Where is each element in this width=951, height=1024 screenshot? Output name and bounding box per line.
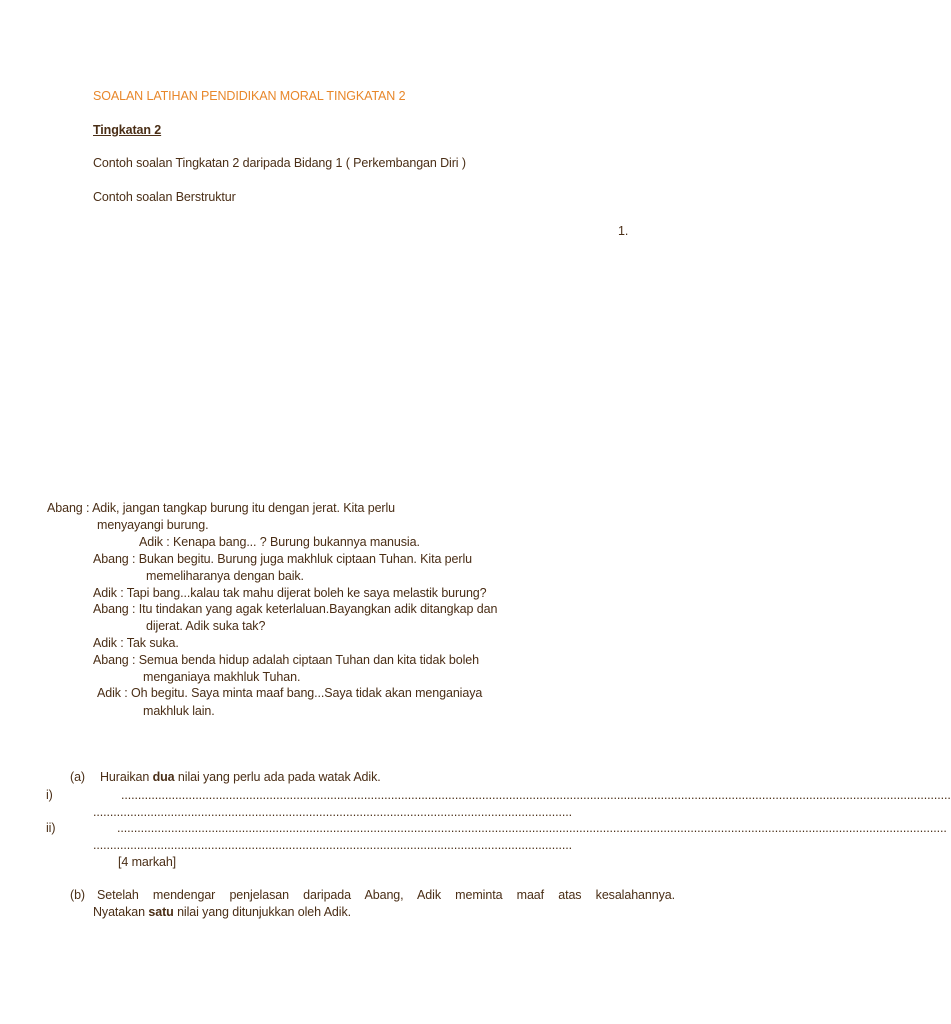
dialogue-line: Abang : Itu tindakan yang agak keterlaluan.Bayangkan adik ditangkap dan (93, 602, 498, 616)
part-b-line1: Setelah mendengar penjelasan daripada Abang, Adik meminta maaf atas kesalahannya. (97, 888, 675, 902)
subheading: Tingkatan 2 (93, 123, 162, 137)
question-number: 1. (618, 224, 629, 238)
dialogue-line: dijerat. Adik suka tak? (146, 619, 266, 633)
part-a-label: (a) (70, 770, 85, 784)
answer-line-ii-cont[interactable]: .............................................................................................................................................. (93, 838, 572, 852)
part-b-label: (b) (70, 888, 85, 902)
page-heading: SOALAN LATIHAN PENDIDIKAN MORAL TINGKATAN 2 (93, 89, 406, 103)
dialogue-line: Adik : Tak suka. (93, 636, 179, 650)
dialogue-line: menyayangi burung. (97, 518, 209, 532)
dialogue-line: makhluk lain. (143, 704, 215, 718)
answer-line-i[interactable]: ...................................................................................................................................................................................................................................................... (121, 788, 951, 802)
dialogue-line: Adik : Oh begitu. Saya minta maaf bang...Saya tidak akan menganiaya (97, 686, 483, 700)
question-type-line: Contoh soalan Berstruktur (93, 190, 236, 204)
item-i-label: i) (46, 788, 53, 802)
item-ii-label: ii) (46, 821, 56, 835)
part-b-line2: Nyatakan satu nilai yang ditunjukkan oleh Adik. (93, 905, 351, 919)
intro-line: Contoh soalan Tingkatan 2 daripada Bidang 1 ( Perkembangan Diri ) (93, 156, 466, 170)
dialogue-line: Abang : Bukan begitu. Burung juga makhluk ciptaan Tuhan. Kita perlu (93, 552, 472, 566)
part-a-question: Huraikan dua nilai yang perlu ada pada watak Adik. (100, 770, 381, 784)
marks: [4 markah] (118, 855, 177, 869)
answer-line-i-cont[interactable]: .............................................................................................................................................. (93, 805, 572, 819)
dialogue-line: memeliharanya dengan baik. (146, 569, 304, 583)
dialogue-line: menganiaya makhluk Tuhan. (143, 670, 301, 684)
dialogue-line: Adik : Kenapa bang... ? Burung bukannya manusia. (139, 535, 420, 549)
dialogue-line: Abang : Adik, jangan tangkap burung itu dengan jerat. Kita perlu (47, 501, 396, 515)
answer-line-ii[interactable]: ...................................................................................................................................................................................................................................................... (117, 821, 947, 835)
dialogue-line: Abang : Semua benda hidup adalah ciptaan Tuhan dan kita tidak boleh (93, 653, 479, 667)
dialogue-line: Adik : Tapi bang...kalau tak mahu dijerat boleh ke saya melastik burung? (93, 586, 487, 600)
